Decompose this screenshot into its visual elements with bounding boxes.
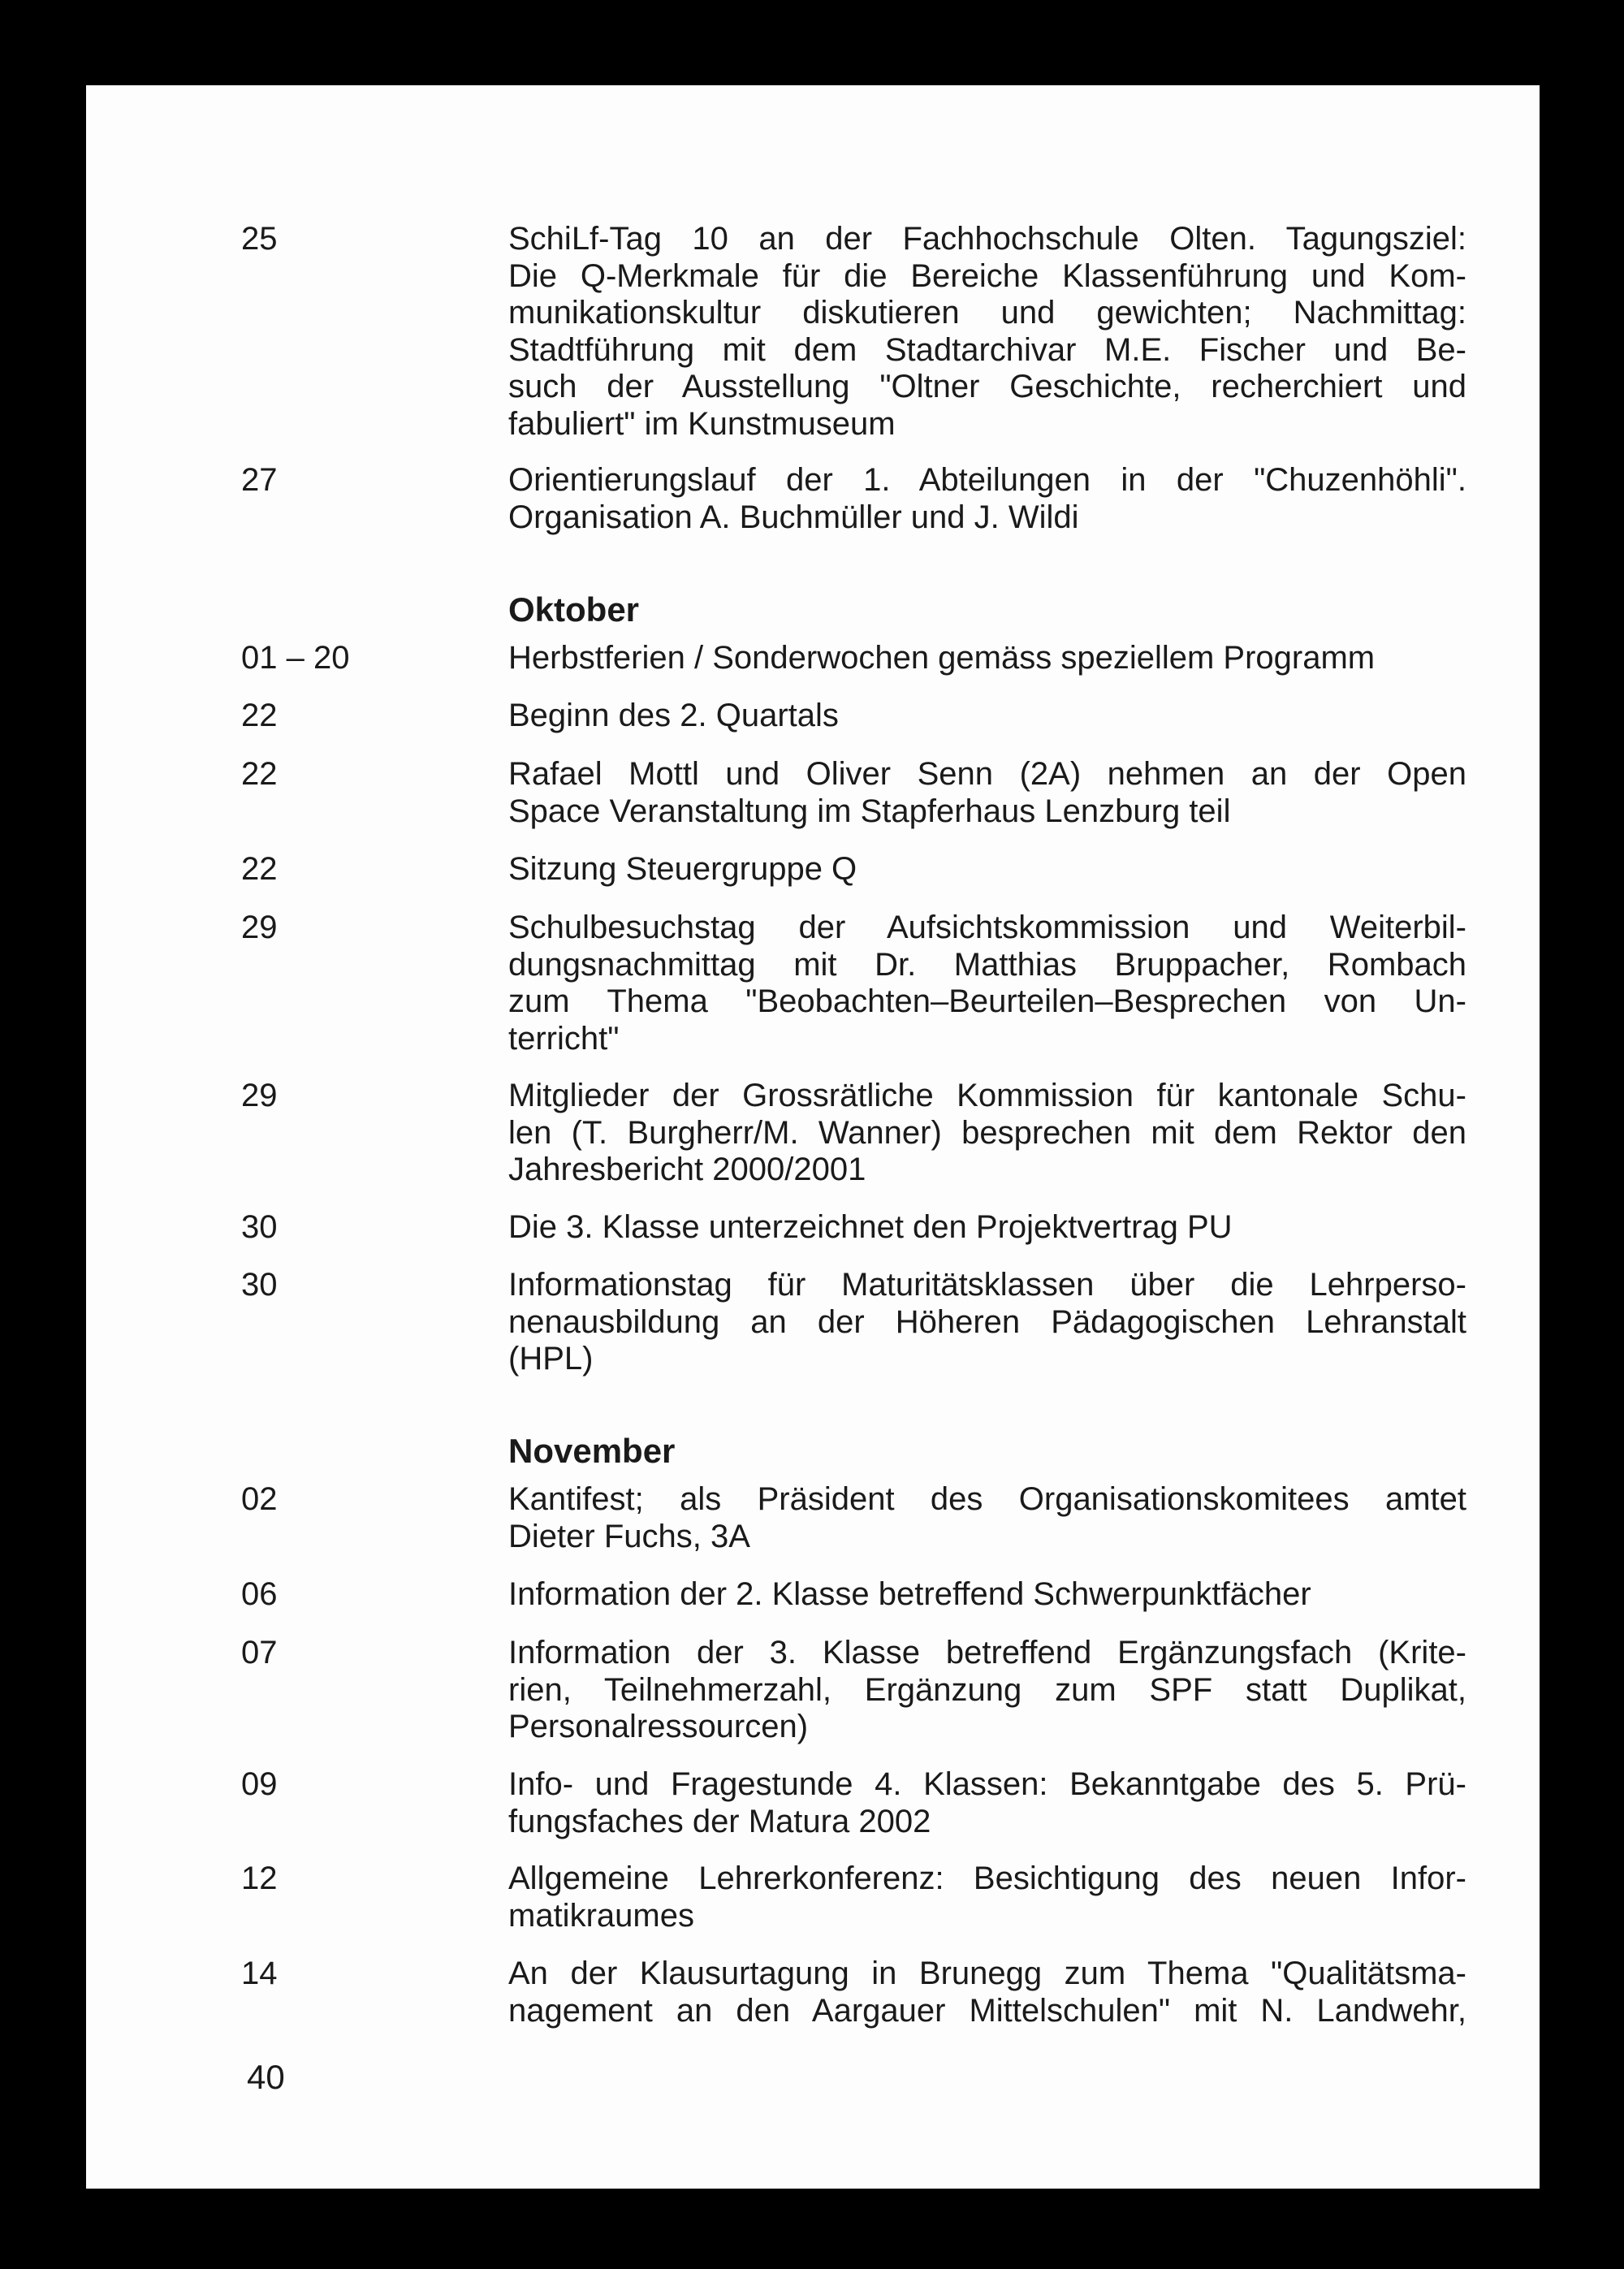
- entry-text: [508, 1861, 1466, 1934]
- entry-text: [508, 756, 1466, 830]
- text-line: Informationstag für Maturitätsklassen über die Lehrperso-: [508, 1267, 1466, 1303]
- entry-text: [508, 1078, 1466, 1189]
- document-page: [86, 85, 1540, 2189]
- text-line: terricht": [508, 1020, 620, 1057]
- text-line: nenausbildung an der Höheren Pädagogischen Lehranstalt: [508, 1303, 1466, 1340]
- entry-text: [508, 1635, 1466, 1746]
- entry-text: [508, 1766, 1466, 1840]
- entry-date: 29: [241, 1078, 278, 1113]
- entry-date: 14: [241, 1956, 278, 1991]
- text-line: rien, Teilnehmerzahl, Ergänzung zum SPF statt Duplikat,: [508, 1671, 1466, 1708]
- text-line: Organisation A. Buchmüller und J. Wildi: [508, 499, 1079, 535]
- text-line: len (T. Burgherr/M. Wanner) besprechen mit dem Rektor den: [508, 1114, 1466, 1151]
- entry-date: 07: [241, 1635, 278, 1670]
- text-line: munikationskultur diskutieren und gewichten; Nachmittag:: [508, 295, 1466, 331]
- entry-text: [508, 1956, 1466, 2029]
- text-line: zum Thema "Beobachten–Beurteilen–Besprechen von Un-: [508, 983, 1466, 1019]
- text-line: Orientierungslauf der 1. Abteilungen in der "Chuzenhöhli".: [508, 462, 1466, 498]
- entry-date: 25: [241, 221, 278, 257]
- entry-text: [508, 1267, 1466, 1378]
- entry-text: [508, 851, 1466, 888]
- entry-text: [508, 462, 1466, 536]
- text-line: Information der 2. Klasse betreffend Schwerpunktfächer: [508, 1576, 1311, 1612]
- text-line: Dieter Fuchs, 3A: [508, 1518, 750, 1554]
- text-line: Die 3. Klasse unterzeichnet den Projektvertrag PU: [508, 1209, 1233, 1245]
- text-line: Sitzung Steuergruppe Q: [508, 851, 857, 887]
- text-line: Herbstferien / Sonderwochen gemäss speziellem Programm: [508, 640, 1376, 676]
- text-line: Jahresbericht 2000/2001: [508, 1152, 866, 1187]
- text-line: Schulbesuchstag der Aufsichtskommission und Weiterbil-: [508, 910, 1466, 945]
- text-line: nagement an den Aargauer Mittelschulen" mit N. Landwehr,: [508, 1992, 1466, 2029]
- entry-date: 22: [241, 698, 278, 733]
- text-line: An der Klausurtagung in Brunegg zum Thema "Qualitätsma-: [508, 1956, 1466, 1991]
- month-heading-november: November: [508, 1432, 676, 1470]
- page-number: 40: [247, 2058, 285, 2096]
- entry-text: [508, 910, 1466, 1057]
- entry-date: 22: [241, 756, 278, 792]
- text-line: Stadtführung mit dem Stadtarchivar M.E. Fischer und Be-: [508, 331, 1466, 368]
- month-heading-oktober: Oktober: [508, 590, 640, 629]
- text-line: Kantifest; als Präsident des Organisationskomitees amtet: [508, 1481, 1466, 1517]
- entry-text: [508, 1576, 1466, 1614]
- text-line: Personalressourcen): [508, 1709, 809, 1744]
- entry-date: 02: [241, 1481, 278, 1517]
- entry-date: 30: [241, 1267, 278, 1303]
- text-line: Info- und Fragestunde 4. Klassen: Bekanntgabe des 5. Prü-: [508, 1766, 1466, 1802]
- text-line: fabuliert" im Kunstmuseum: [508, 405, 896, 442]
- text-line: such der Ausstellung "Oltner Geschichte, recherchiert und: [508, 369, 1466, 404]
- text-line: matikraumes: [508, 1897, 694, 1934]
- text-line: Allgemeine Lehrerkonferenz: Besichtigung des neuen Infor-: [508, 1861, 1466, 1896]
- entry-date: 01 – 20: [241, 640, 350, 676]
- text-line: (HPL): [508, 1341, 594, 1377]
- entry-text: [508, 1209, 1466, 1247]
- text-line: fungsfaches der Matura 2002: [508, 1803, 931, 1839]
- entry-text: [508, 1481, 1466, 1555]
- entry-date: 30: [241, 1209, 278, 1245]
- entry-text: [508, 640, 1466, 677]
- entry-date: 12: [241, 1861, 278, 1896]
- entry-text: [508, 698, 1466, 735]
- text-line: dungsnachmittag mit Dr. Matthias Bruppacher, Rombach: [508, 946, 1466, 983]
- text-line: Die Q-Merkmale für die Bereiche Klassenführung und Kom-: [508, 257, 1466, 294]
- text-line: Beginn des 2. Quartals: [508, 698, 839, 733]
- entry-date: 06: [241, 1576, 278, 1612]
- entry-date: 22: [241, 851, 278, 887]
- text-line: SchiLf-Tag 10 an der Fachhochschule Olten. Tagungsziel:: [508, 221, 1466, 257]
- entry-date: 27: [241, 462, 278, 498]
- text-line: Space Veranstaltung im Stapferhaus Lenzburg teil: [508, 793, 1231, 829]
- text-line: Information der 3. Klasse betreffend Ergänzungsfach (Krite-: [508, 1635, 1466, 1670]
- text-line: Mitglieder der Grossrätliche Kommission für kantonale Schu-: [508, 1078, 1466, 1113]
- entry-date: 29: [241, 910, 278, 945]
- entry-text: [508, 221, 1466, 443]
- entry-date: 09: [241, 1766, 278, 1802]
- text-line: Rafael Mottl und Oliver Senn (2A) nehmen an der Open: [508, 756, 1466, 792]
